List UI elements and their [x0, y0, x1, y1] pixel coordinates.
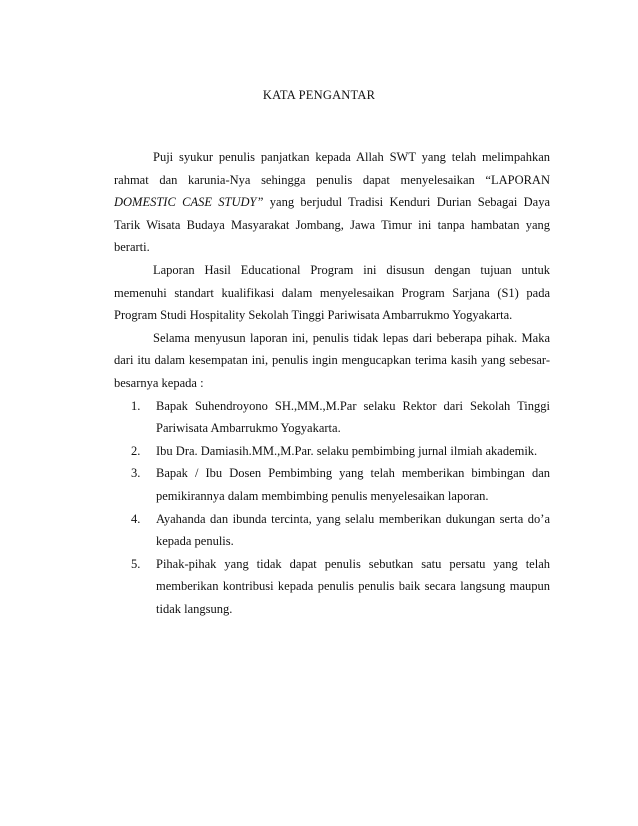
list-number: 3.	[131, 466, 141, 481]
list-item-text: Bapak / Ibu Dosen Pembimbing yang telah memberikan bimbingan dan pemikirannya dalam membimbing penulis menyelesaikan laporan.	[156, 466, 550, 503]
paragraph-intro	[114, 146, 550, 259]
list-number: 2.	[131, 443, 141, 458]
thanks-list-item	[131, 440, 550, 463]
list-item-text: Bapak Suhendroyono SH.,MM.,M.Par selaku Rektor dari Sekolah Tinggi Pariwisata Ambarrukmo Yogyakarta.	[156, 398, 550, 436]
thanks-list-item	[131, 553, 550, 621]
thanks-list-item	[131, 508, 550, 553]
thanks-list	[114, 395, 550, 621]
thanks-list-item	[131, 462, 550, 507]
paragraph-purpose: Laporan Hasil Educational Program ini disusun dengan tujuan untuk memenuhi standart kualifikasi dalam menyelesaikan Program Sarjana (S1) pada Program Studi Hospitality Sekolah Tinggi Pariwisata Ambarrukmo Yogyakarta.	[114, 262, 550, 323]
list-number: 5.	[131, 556, 141, 571]
list-number: 1.	[131, 398, 141, 413]
list-item-text: Ibu Dra. Damiasih.MM.,M.Par. selaku pembimbing jurnal ilmiah akademik.	[156, 443, 538, 458]
list-item-text: Pihak-pihak yang tidak dapat penulis sebutkan satu persatu yang telah memberikan kontribusi kepada penulis penulis baik secara langsung maupun tidak langsung.	[156, 556, 550, 616]
list-item-text: Ayahanda dan ibunda tercinta, yang selalu memberikan dukungan serta do’a kepada penulis.	[156, 511, 550, 549]
thanks-list-item	[131, 395, 550, 440]
paragraph-intro-italic: DOMESTIC CASE STUDY”	[114, 195, 264, 210]
paragraph-intro-rest: yang berjudul Tradisi Kenduri Durian Sebagai Daya Tarik Wisata Budaya Masyarakat Jombang, Jawa Timur ini tanpa hambatan yang berarti.	[114, 195, 551, 255]
page-title: KATA PENGANTAR	[262, 88, 376, 102]
list-number: 4.	[131, 511, 141, 526]
paragraph-thanks-intro: Selama menyusun laporan ini, penulis tidak lepas dari beberapa pihak. Maka dari itu dalam kesempatan ini, penulis ingin mengucapkan terima kasih yang sebesar-besarnya kepada :	[114, 330, 550, 390]
paragraph-intro-text: Puji syukur penulis panjatkan kepada Allah SWT yang telah melimpahkan rahmat dan karunia-Nya sehingga penulis dapat menyelesaikan “LAPORAN	[114, 150, 550, 187]
document-body	[114, 146, 550, 620]
